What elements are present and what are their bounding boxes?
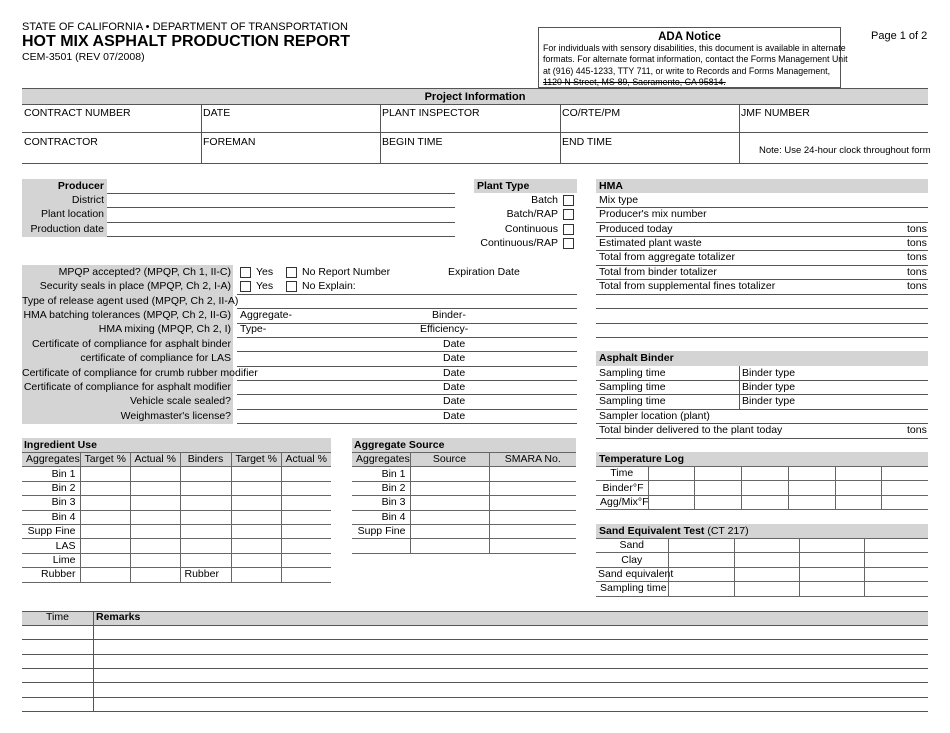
vehicle-scale-date: Date — [443, 395, 466, 407]
plant-type-batch: Batch — [531, 194, 558, 206]
table-row — [596, 582, 928, 596]
ada-notice — [538, 27, 848, 88]
binder-totalizer-label: Total from binder totalizer — [599, 266, 717, 278]
fines-totalizer-label: Total from supplemental fines totalizer — [599, 280, 776, 292]
total-delivered-label: Total binder delivered to the plant today — [599, 424, 783, 436]
asphalt-binder-header — [596, 351, 928, 366]
plant-location-input-line[interactable] — [107, 222, 455, 223]
mpqp-yes-label: Yes — [256, 266, 274, 278]
district-input-line[interactable] — [107, 207, 455, 208]
table-row — [596, 567, 928, 581]
temperature-log-header — [596, 452, 928, 466]
mpqp-no-checkbox[interactable] — [286, 267, 297, 278]
batch-checkbox[interactable] — [563, 195, 574, 206]
col-aggregates: Aggregates — [352, 453, 410, 467]
aggregate-totalizer-label: Total from aggregate totalizer — [599, 251, 735, 263]
sampler-location-label: Sampler location (plant) — [599, 410, 710, 422]
cert-crumb-date: Date — [443, 367, 466, 379]
table-row — [22, 481, 331, 495]
hma-title: HMA — [599, 180, 623, 192]
table-row — [596, 481, 928, 495]
cert-binder-date: Date — [443, 338, 466, 350]
plant-waste-label: Estimated plant waste — [599, 237, 702, 249]
cert-binder-label: Certificate of compliance for asphalt binder — [31, 338, 231, 350]
vehicle-scale-label: Vehicle scale sealed? — [130, 395, 231, 407]
sand-equivalent-header — [596, 524, 928, 538]
table-row — [22, 524, 331, 538]
form-title: HOT MIX ASPHALT PRODUCTION REPORT — [22, 33, 350, 50]
end-time-field[interactable]: END TIME — [562, 136, 612, 148]
remarks-row[interactable] — [22, 697, 928, 698]
producer-input-line[interactable] — [107, 193, 455, 194]
aggregate-source-table — [352, 452, 576, 554]
remarks-row[interactable] — [22, 682, 928, 683]
project-info-header — [22, 88, 928, 105]
plant-type-header — [474, 179, 577, 193]
table-row — [22, 510, 331, 524]
ada-title: ADA Notice — [658, 31, 721, 43]
table-row — [22, 467, 331, 481]
row-label: Bin 2 — [352, 481, 410, 495]
aggregate-tolerance-label: Aggregate- — [240, 309, 292, 321]
asphalt-binder-title: Asphalt Binder — [599, 352, 674, 364]
plant-type-continuous: Continuous — [504, 223, 558, 235]
table-row — [22, 568, 331, 582]
ingredient-use-header-row — [22, 453, 331, 467]
begin-time-field[interactable]: BEGIN TIME — [382, 136, 443, 148]
plant-location-label: Plant location — [40, 208, 104, 220]
batching-label: HMA batching tolerances (MPQP, Ch 2, II-G) — [23, 309, 231, 321]
date-field[interactable]: DATE — [203, 107, 231, 119]
aggregate-source-header — [352, 438, 576, 452]
district-label: District — [71, 194, 104, 206]
cert-modifier-date: Date — [443, 381, 466, 393]
tons-unit: tons — [907, 251, 927, 263]
row-label: Supp Fine — [22, 524, 80, 538]
tons-unit: tons — [907, 280, 927, 292]
binder-type-3: Binder type — [742, 395, 796, 407]
expiration-date-label: Expiration Date — [448, 266, 520, 278]
table-row — [22, 553, 331, 567]
table-row — [596, 495, 928, 509]
ada-line-2: formats. For alternate format information, contact the Forms Management Unit — [543, 54, 848, 65]
sampling-time-1: Sampling time — [599, 367, 666, 379]
mix-number-label: Producer's mix number — [599, 208, 707, 220]
foreman-field[interactable]: FOREMAN — [203, 136, 256, 148]
jmf-number-field[interactable]: JMF NUMBER — [741, 107, 810, 119]
continuous-rap-checkbox[interactable] — [563, 238, 574, 249]
aggregate-source-title: Aggregate Source — [354, 439, 445, 451]
cert-las-date: Date — [443, 352, 466, 364]
project-info-title: Project Information — [424, 91, 526, 103]
col-aggregates: Aggregates — [22, 453, 80, 467]
ingredient-use-header — [22, 438, 331, 452]
rubber-binder-label: Rubber — [180, 568, 231, 582]
table-row — [352, 481, 576, 495]
remarks-row[interactable] — [22, 639, 928, 640]
mixing-label: HMA mixing (MPQP, Ch 2, I) — [98, 323, 231, 335]
table-row — [596, 539, 928, 553]
temperature-log-title: Temperature Log — [599, 453, 684, 465]
producer-label: Producer — [57, 180, 104, 192]
table-row — [352, 539, 576, 553]
plant-inspector-field[interactable]: PLANT INSPECTOR — [382, 107, 480, 119]
table-row — [22, 496, 331, 510]
plant-type-continuous-rap: Continuous/RAP — [480, 237, 558, 249]
mpqp-yes-checkbox[interactable] — [240, 267, 251, 278]
mix-type-label: Mix type — [599, 194, 639, 206]
tons-unit: tons — [907, 223, 927, 235]
sand-equivalent-subtitle: (CT 217) — [707, 525, 749, 537]
seals-label: Security seals in place (MPQP, Ch 2, I-A) — [39, 280, 231, 292]
contract-number-field[interactable]: CONTRACT NUMBER — [24, 107, 131, 119]
plant-type-title: Plant Type — [477, 180, 530, 192]
ada-line-3: at (916) 445-1233, TTY 711, or write to Records and Forms Management, — [543, 65, 831, 76]
plant-type-batch-rap: Batch/RAP — [506, 208, 558, 220]
col-smara: SMARA No. — [489, 453, 576, 467]
contractor-field[interactable]: CONTRACTOR — [24, 136, 98, 148]
seals-yes-label: Yes — [256, 280, 274, 292]
row-label: Bin 1 — [22, 467, 80, 481]
remarks-title: Remarks — [96, 611, 141, 623]
row-label: Sand equivalent — [598, 567, 674, 580]
production-date-label: Production date — [30, 223, 104, 235]
agency-name: STATE OF CALIFORNIA • DEPARTMENT OF TRANSPORTATION — [22, 21, 348, 33]
table-row — [352, 524, 576, 538]
cert-modifier-label: Certificate of compliance for asphalt modifier — [23, 381, 231, 393]
table-row — [596, 467, 928, 481]
table-row — [22, 539, 331, 553]
col-actual: Actual % — [281, 453, 331, 467]
remarks-header — [22, 611, 928, 625]
row-label: Rubber — [22, 568, 80, 582]
row-label: Bin 3 — [22, 496, 80, 510]
row-label: Supp Fine — [352, 524, 410, 538]
continuous-checkbox[interactable] — [563, 224, 574, 235]
binder-type-2: Binder type — [742, 381, 796, 393]
seals-no-checkbox[interactable] — [286, 281, 297, 292]
row-label: Sand — [596, 539, 668, 553]
page-number: Page 1 of 2 — [871, 30, 928, 42]
remarks-row[interactable] — [22, 654, 928, 655]
col-binders: Binders — [180, 453, 231, 467]
remarks-row[interactable] — [22, 668, 928, 669]
row-label: Clay — [596, 553, 668, 567]
row-label: Bin 1 — [352, 467, 410, 481]
batch-rap-checkbox[interactable] — [563, 209, 574, 220]
hma-header — [596, 179, 928, 193]
row-label: LAS — [22, 539, 80, 553]
form-number: CEM-3501 (REV 07/2008) — [22, 51, 145, 63]
row-label: Sampling time — [596, 582, 668, 596]
binder-tolerance-label: Binder- — [432, 309, 466, 321]
remarks-time-header: Time — [46, 611, 69, 623]
ingredient-use-title: Ingredient Use — [24, 439, 97, 451]
row-label: Bin 4 — [22, 510, 80, 524]
mixing-type-label: Type- — [240, 323, 267, 335]
seals-yes-checkbox[interactable] — [240, 281, 251, 292]
col-source: Source — [410, 453, 489, 467]
row-label: Lime — [22, 553, 80, 567]
mpqp-no-label: No Report Number — [302, 266, 391, 278]
binder-type-1: Binder type — [742, 367, 796, 379]
tons-unit: tons — [907, 266, 927, 278]
weighmaster-label: Weighmaster's license? — [120, 410, 231, 422]
row-label: Time — [596, 467, 648, 481]
ada-line-4: 1120 N Street, MS-89, Sacramento, CA 95814. — [543, 76, 726, 87]
sampling-time-2: Sampling time — [599, 381, 666, 393]
clock-note: Note: Use 24-hour clock throughout form — [759, 145, 931, 156]
weighmaster-date: Date — [443, 410, 466, 422]
row-label: Bin 4 — [352, 510, 410, 524]
release-agent-label: Type of release agent used (MPQP, Ch 2, II-A) — [22, 295, 239, 307]
co-rte-pm-field[interactable]: CO/RTE/PM — [562, 107, 621, 119]
sand-equivalent-table — [596, 538, 928, 597]
production-date-input-line[interactable] — [107, 236, 455, 237]
remarks-row[interactable] — [22, 711, 928, 712]
tons-unit: tons — [907, 424, 927, 436]
sand-equivalent-title: Sand Equivalent Test — [599, 525, 705, 537]
row-label: Bin 2 — [22, 481, 80, 495]
col-target: Target % — [80, 453, 130, 467]
produced-today-label: Produced today — [599, 223, 673, 235]
row-label: Binder°F — [596, 481, 648, 495]
cert-las-label: certificate of compliance for LAS — [80, 352, 231, 364]
row-label: Bin 3 — [352, 496, 410, 510]
table-row — [352, 496, 576, 510]
temperature-log-table — [596, 466, 928, 510]
row-label: Agg/Mix°F — [596, 495, 648, 509]
ada-line-1: For individuals with sensory disabilities, this document is available in alternate — [543, 43, 846, 53]
table-row — [352, 467, 576, 481]
tons-unit: tons — [907, 237, 927, 249]
col-actual: Actual % — [130, 453, 180, 467]
mixing-efficiency-label: Efficiency- — [420, 323, 469, 335]
col-target: Target % — [231, 453, 281, 467]
sampling-time-3: Sampling time — [599, 395, 666, 407]
table-row — [596, 553, 928, 567]
seals-no-label: No Explain: — [302, 280, 356, 292]
mpqp-label: MPQP accepted? (MPQP, Ch 1, II-C) — [58, 266, 231, 278]
cert-crumb-label: Certificate of compliance for crumb rubber modifier — [22, 367, 258, 379]
ingredient-use-table — [22, 452, 331, 583]
table-row — [352, 510, 576, 524]
aggregate-source-header-row — [352, 453, 576, 467]
